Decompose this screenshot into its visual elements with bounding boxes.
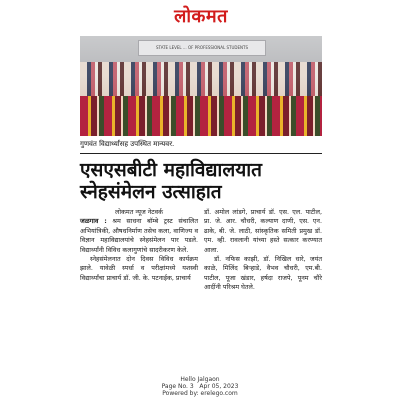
dateline: जळगाव : — [80, 217, 107, 226]
article-paragraph: डॉ. नफिस काझी, डॉ. निखिल धारे, जयंत काळे, मिलिंद बिऱ्हाडे, वैभव चौधरी, एम.बी. पाटील, पूजा खंडार, हर्षदा राजपे, पूनम चौरे आदींनी परिश्रम घेतले. — [204, 255, 322, 292]
page-number: Page No. 3 — [161, 383, 194, 390]
article-headline: एसएसबीटी महाविद्यालयात स्नेहसंमेलन उत्साहात — [80, 159, 262, 203]
newspaper-masthead: लोकमत — [174, 6, 228, 27]
article-column-right — [204, 208, 322, 293]
photo-banner: STATE LEVEL ... OF PROFESSIONAL STUDENTS — [138, 40, 266, 56]
group-photo — [80, 36, 322, 136]
divider — [80, 153, 322, 154]
photo-caption: गुणवंत विद्यार्थ्यांसह उपस्थित मान्यवर. — [80, 140, 175, 148]
edition-name: Hello Jalgaon — [180, 376, 220, 383]
page-footer — [0, 376, 400, 397]
news-clipping — [76, 0, 326, 368]
publication-date: Apr 05, 2023 — [199, 383, 239, 390]
article-paragraph: डॉ. अमोल लांडगे, प्राचार्य डॉ. एस. एल. पाटील, प्रा. जे. आर. चौधरी, कल्याण दाणी, एस. एन. ढाके, बी. जे. लाठी, सांस्कृतिक समिती प्रमुख डॉ. एम. व्ही. रावलानी यांच्या हस्ते सत्कार करण्यात आला. — [204, 208, 322, 254]
article-paragraph — [80, 217, 198, 255]
article-column-left — [80, 208, 198, 283]
photo-back-row — [80, 62, 322, 100]
article-text: श्रम साधना बॉम्बे ट्रस्ट संचालित अभियांत्रिकी, औषधनिर्माण तसेच कला, वाणिज्य व विज्ञान महाविद्यालयांचे स्नेहसंमेलन पार पडले. विद्यार्थ्यांनी विविध कलागुणांचे सादरीकरण केले. — [80, 217, 198, 254]
photo-front-row — [80, 96, 322, 136]
powered-by: Powered by: erelego.com — [162, 390, 238, 397]
page-and-date — [0, 383, 400, 390]
article-paragraph: स्नेहसंमेलनात दोन दिवस विविध कार्यक्रम झाले. यावेळी स्पर्धा व परीक्षांमध्ये यशस्वी विद्यार्थ्यांचा प्राचार्य डॉ. जी. के. पटनाईक, प्राचार्य — [80, 255, 198, 282]
byline: लोकमत न्यूज नेटवर्क — [115, 208, 163, 216]
